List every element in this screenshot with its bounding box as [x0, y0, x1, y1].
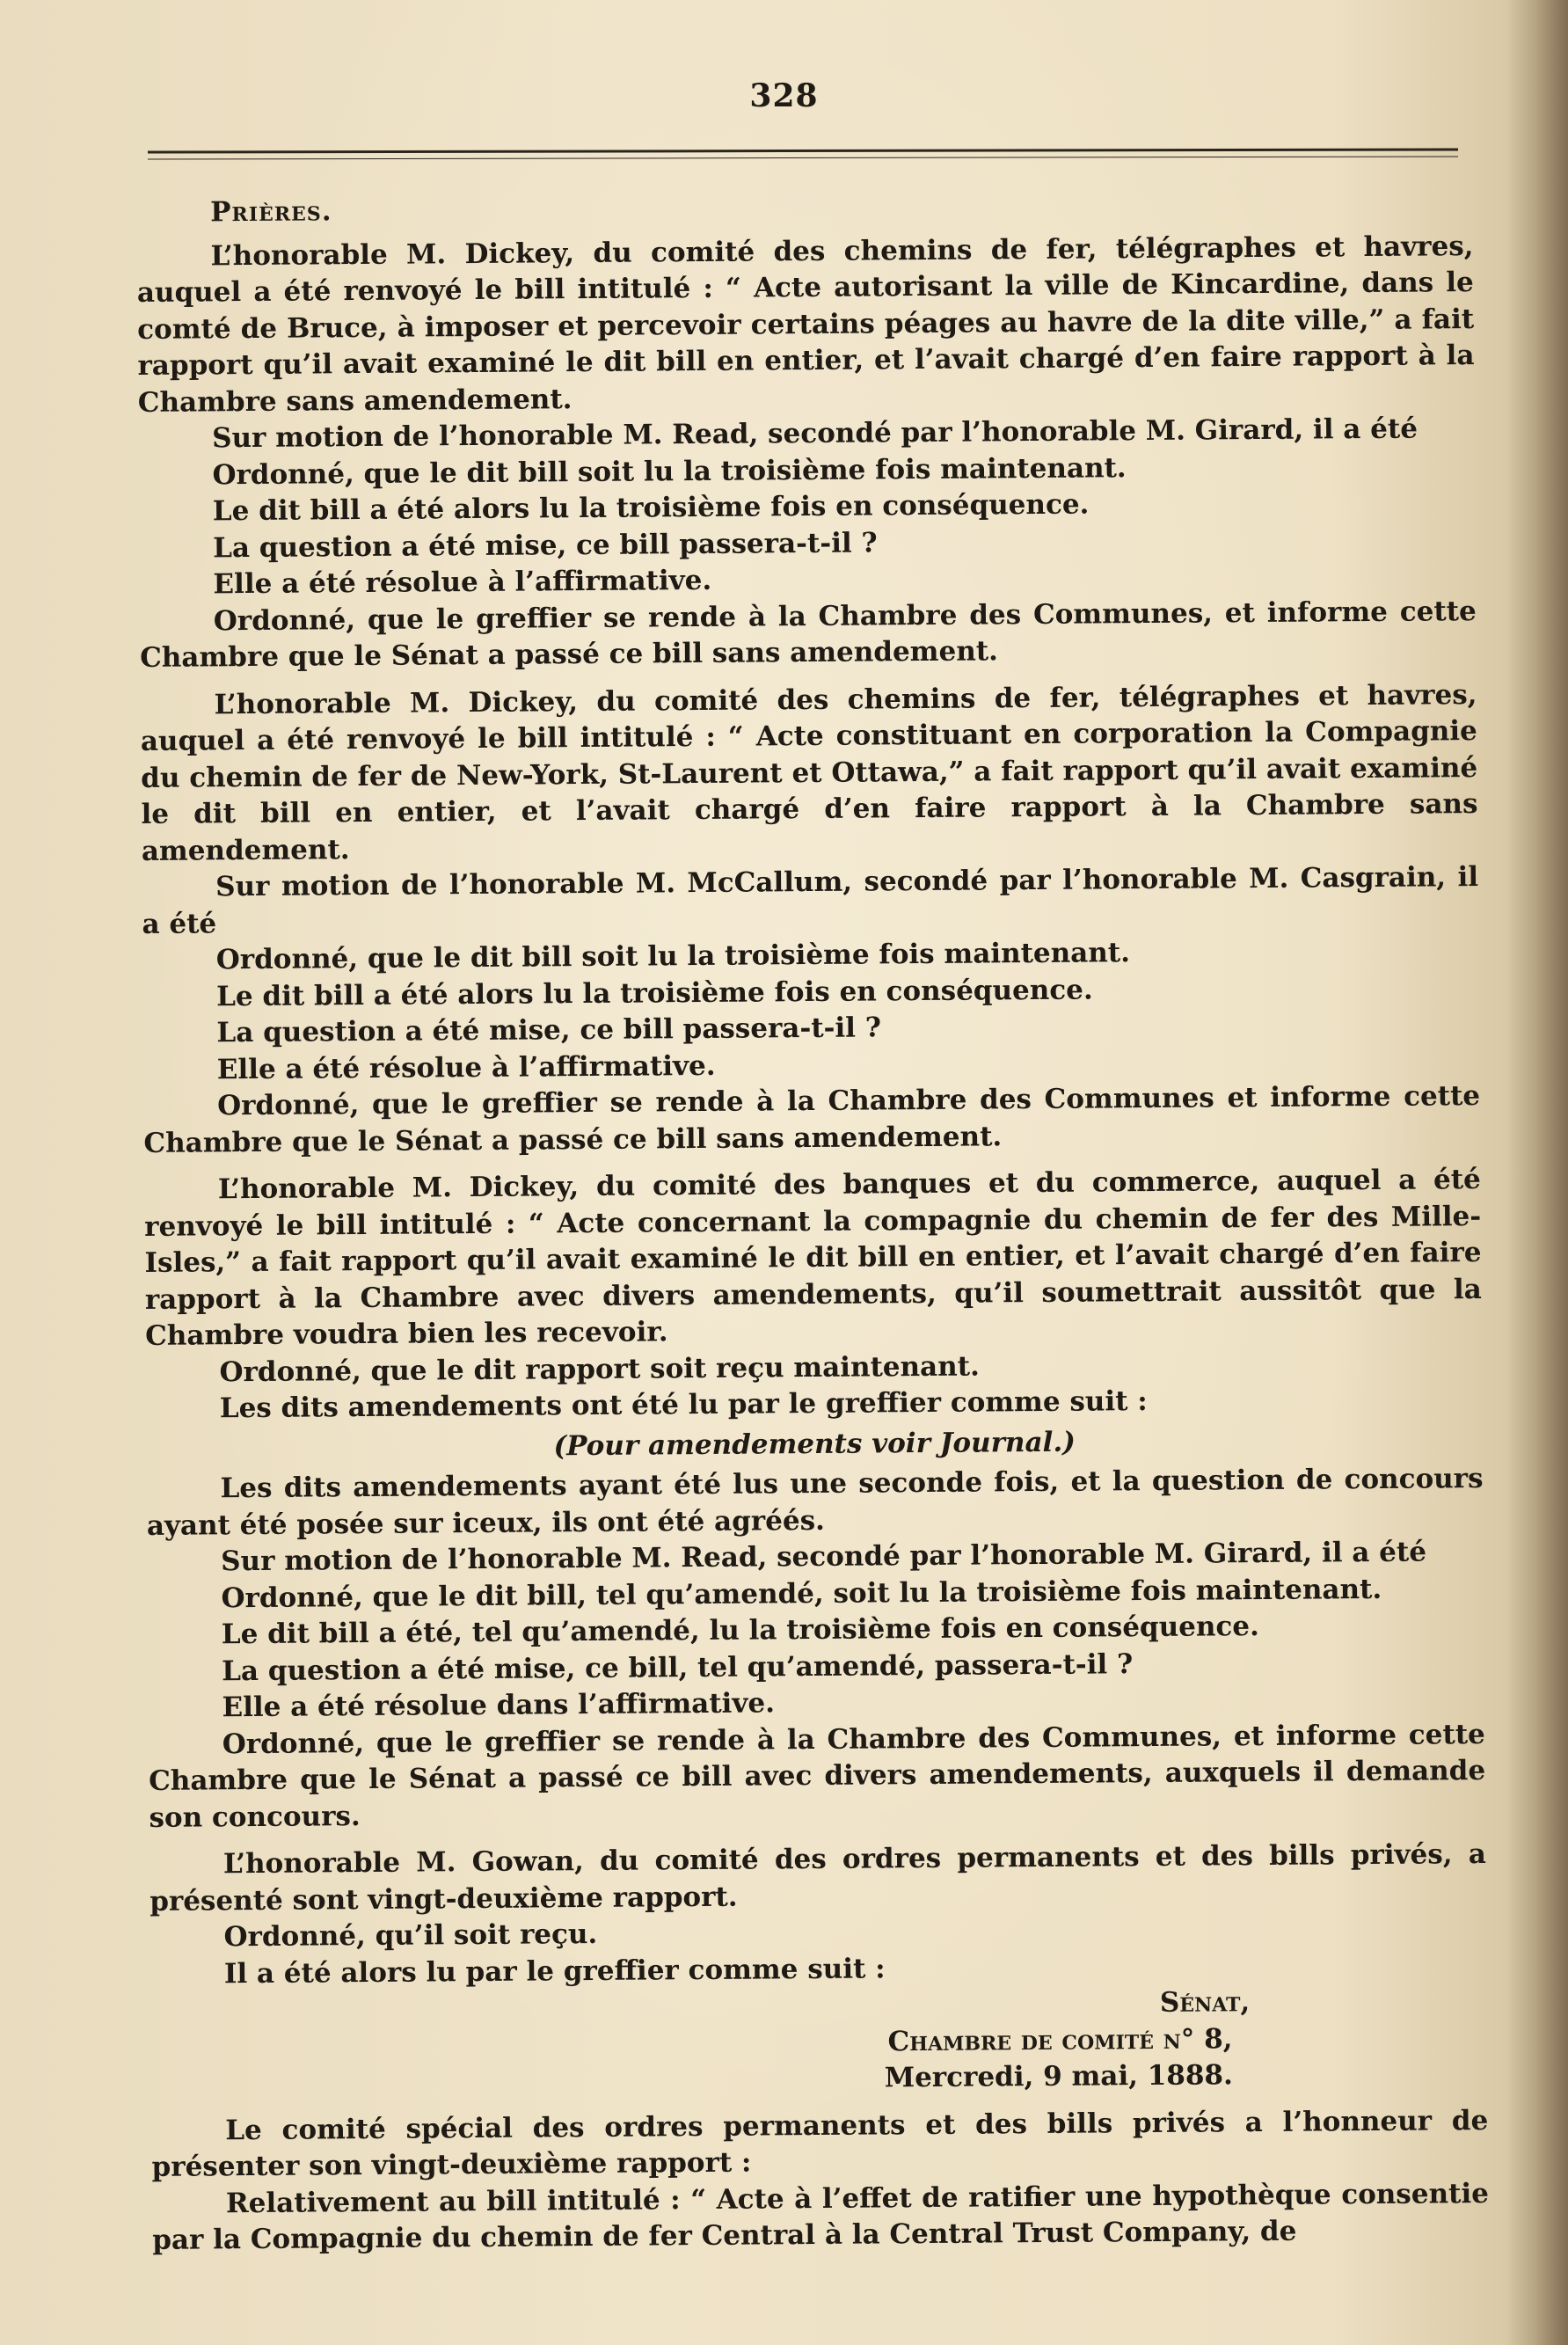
paragraph: Le dit bill a été, tel qu’amendé, lu la troisième fois en conséquence. [221, 1611, 1259, 1651]
paragraph: Ordonné, que le greffier se rende à la Chambre des Communes et informe cette Chambre que le Sénat a passé ce bill sans amendement. [143, 1080, 1481, 1159]
paragraph: Le comité spécial des ordres permanents et des bills privés a l’honneur de présenter son vingt-deuxième rapport : [151, 2104, 1489, 2183]
signature-date: Mercredi, 9 mai, 1888. [884, 2059, 1233, 2094]
paragraph: Elle a été résolue à l’affirmative. [216, 1049, 716, 1085]
paragraph: Ordonné, que le greffier se rende à la Chambre des Communes, et informe cette Chambre que le Sénat a passé ce bill sans amendement. [139, 595, 1477, 674]
signature-chambre: Chambre de comité n° 8, [887, 2022, 1233, 2057]
paragraph: Sur motion de l’honorable M. Read, secondé par l’honorable M. Girard, il a été [221, 1536, 1427, 1578]
paragraph: La question a été mise, ce bill passera-t-il ? [216, 1012, 882, 1049]
paragraph: Le dit bill a été alors lu la troisième fois en conséquence. [212, 488, 1090, 528]
paragraph: Il a été alors lu par le greffier comme suit : [223, 1952, 886, 1990]
paragraph: Elle a été résolue dans l’affirmative. [222, 1687, 776, 1724]
paragraph: Ordonné, que le dit bill, tel qu’amendé, soit lu la troisième fois maintenant. [221, 1573, 1382, 1614]
section-heading: Prières. [210, 195, 332, 229]
paragraph: La question a été mise, ce bill passera-t-il ? [213, 526, 878, 564]
binding-shadow [1506, 0, 1568, 2345]
paragraph: La question a été mise, ce bill, tel qu’amendé, passera-t-il ? [222, 1647, 1134, 1687]
body-text [136, 185, 1489, 2259]
paragraph: L’honorable M. Gowan, du comité des ordres permanents et des bills privés, a présenté sont vingt-deuxième rapport. [150, 1838, 1487, 1918]
paragraph: Le dit bill a été alors lu la troisième fois en conséquence. [216, 973, 1093, 1012]
paragraph: Ordonné, que le dit bill soit lu la troisième fois maintenant. [215, 937, 1131, 976]
paragraph: Les dits amendements ayant été lus une seconde fois, et la question de concours ayant été posée sur iceux, ils ont été agréés. [146, 1463, 1484, 1542]
paragraph: Les dits amendements ont été lu par le greffier comme suit : [219, 1385, 1148, 1425]
paragraph: Ordonné, qu’il soit reçu. [223, 1918, 598, 1954]
paragraph: L’honorable M. Dickey, du comité des banques et du commerce, auquel a été renvoyé le bill intitulé : “ Acte concernant la compagnie du chemin de fer des Mille-Isles,” a fait rapport qu’il avait examiné le dit bill en entier, et l’avait chargé d’en faire rapport à la Chambre avec divers amendements, qu’il soumettrait aussitôt que la Chambre voudra bien les recevoir. [144, 1164, 1482, 1352]
paragraph: Ordonné, que le dit bill soit lu la troisième fois maintenant. [212, 451, 1127, 491]
journal-reference: (Pour amendements voir Journal.) [553, 1426, 1076, 1462]
paragraph: Elle a été résolue à l’affirmative. [213, 564, 712, 601]
signature-senat: Sénat, [1159, 1986, 1251, 2019]
paragraph: Ordonné, que le greffier se rende à la Chambre des Communes, et informe cette Chambre que le Sénat a passé ce bill avec divers amendements, auxquels il demande son concours. [149, 1718, 1486, 1834]
paragraph: L’honorable M. Dickey, du comité des chemins de fer, télégraphes et havres, auquel a été renvoyé le bill intitulé : “ Acte constituant en corporation la Compagnie du chemin de fer de New-York, St-Laurent et Ottawa,” a fait rapport qu’il avait examiné le dit bill en entier, et l’avait chargé d’en faire rapport à la Chambre sans amendement. [140, 678, 1478, 867]
paragraph: Ordonné, que le dit rapport soit reçu maintenant. [219, 1350, 980, 1388]
paragraph: Relativement au bill intitulé : “ Acte à l’effet de ratifier une hypothèque consentie par la Compagnie du chemin de fer Central à la Central Trust Company, de [152, 2177, 1490, 2256]
header-rule [148, 148, 1458, 159]
paragraph: Sur motion de l’honorable M. McCallum, secondé par l’honorable M. Casgrain, il a été [142, 861, 1479, 940]
paragraph: Sur motion de l’honorable M. Read, secondé par l’honorable M. Girard, il a été [212, 413, 1418, 455]
page-number: 328 [749, 77, 819, 114]
paragraph: L’honorable M. Dickey, du comité des chemins de fer, télégraphes et havres, auquel a été renvoyé le bill intitulé : “ Acte autorisant la ville de Kincardine, dans le comté de Bruce, à imposer et percevoir certains péages au havre de la dite ville,” a fait rapport qu’il avait examiné le dit bill en entier, et l’avait chargé d’en faire rapport à la Chambre sans amendement. [136, 230, 1475, 419]
